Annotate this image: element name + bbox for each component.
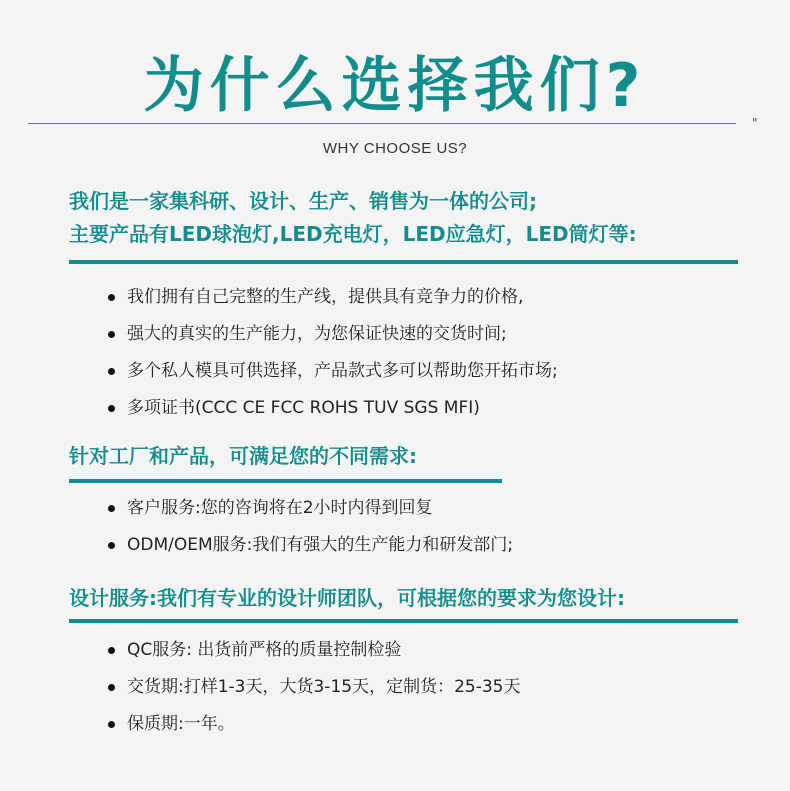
list-item xyxy=(108,353,558,390)
list-item xyxy=(108,706,520,743)
list-item-text: ODM/OEM服务:我们有强大的生产能力和研发部门; xyxy=(127,535,514,555)
list-item xyxy=(108,527,513,564)
section-1-list xyxy=(108,279,558,427)
section-1-underline xyxy=(69,260,738,264)
bullet-icon xyxy=(108,368,115,375)
section-2-heading-line-1: 针对工厂和产品，可满足您的不同需求: xyxy=(69,444,417,468)
section-2-underline xyxy=(69,479,502,483)
list-item-text: 我们拥有自己完整的生产线，提供具有竞争力的价格, xyxy=(127,287,524,307)
list-item xyxy=(108,390,558,427)
page-subtitle: WHY CHOOSE US? xyxy=(322,140,468,157)
section-3-underline xyxy=(69,619,738,623)
section-3-heading xyxy=(69,582,625,615)
bullet-icon xyxy=(108,505,115,512)
bullet-icon xyxy=(108,294,115,301)
section-3-heading-line-1: 设计服务:我们有专业的设计师团队，可根据您的要求为您设计: xyxy=(69,586,625,610)
bullet-icon xyxy=(108,721,115,728)
section-1-heading xyxy=(69,185,637,251)
bullet-icon xyxy=(108,331,115,338)
section-2-list xyxy=(108,490,513,564)
list-item-text: 交货期:打样1-3天，大货3-15天，定制货：25-35天 xyxy=(127,677,521,697)
list-item-text: 强大的真实的生产能力，为您保证快速的交货时间; xyxy=(127,324,507,344)
list-item xyxy=(108,490,513,527)
list-item xyxy=(108,632,520,669)
list-item-text: 保质期:一年。 xyxy=(127,714,235,734)
section-1-heading-line-1: 我们是一家集科研、设计、生产、销售为一体的公司; xyxy=(69,189,537,213)
list-item-text: QC服务: 出货前严格的质量控制检验 xyxy=(127,640,402,660)
list-item-text: 多个私人模具可供选择，产品款式多可以帮助您开拓市场; xyxy=(127,361,558,381)
list-item xyxy=(108,669,520,706)
list-item xyxy=(108,279,558,316)
list-item-text: 客户服务:您的咨询将在2小时内得到回复 xyxy=(127,498,433,518)
section-3-list xyxy=(108,632,520,743)
bullet-icon xyxy=(108,405,115,412)
list-item xyxy=(108,316,558,353)
bullet-icon xyxy=(108,542,115,549)
list-item-text: 多项证书(CCC CE FCC ROHS TUV SGS MFI) xyxy=(127,398,480,418)
title-divider xyxy=(28,123,736,124)
page-title: 为什么选择我们? xyxy=(143,51,647,121)
section-1-heading-line-2: 主要产品有LED球泡灯,LED充电灯，LED应急灯，LED筒灯等: xyxy=(69,222,637,246)
bullet-icon xyxy=(108,647,115,654)
quote-mark: " xyxy=(752,116,758,130)
bullet-icon xyxy=(108,684,115,691)
section-2-heading xyxy=(69,440,417,473)
